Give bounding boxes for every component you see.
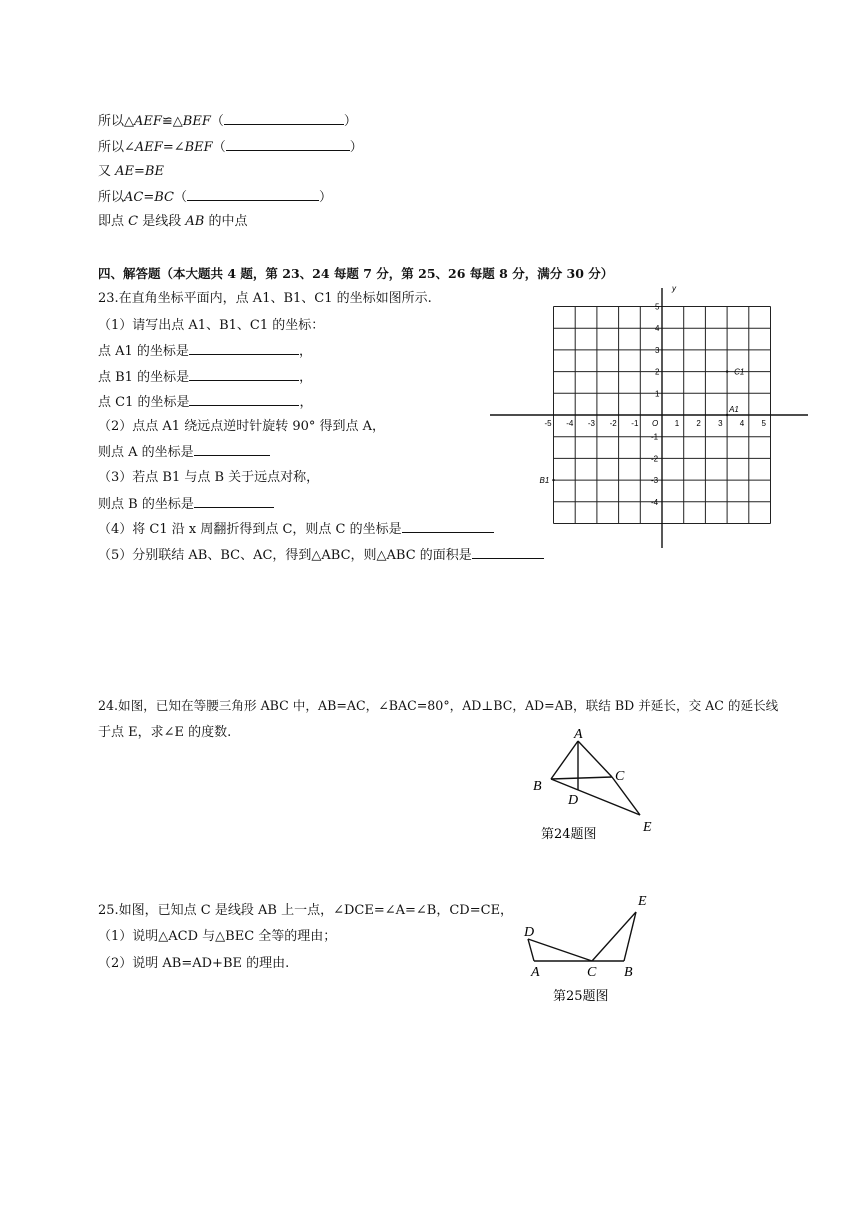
y-axis-label: y <box>672 284 676 293</box>
x-tick-label: 4 <box>739 419 745 428</box>
q24-caption: 第24题图 <box>541 827 597 842</box>
q23-part4: （4）将 C1 沿 x 周翻折得到点 C，则点 C 的坐标是 <box>98 520 494 539</box>
y-tick-label: 5 <box>655 302 660 312</box>
point-label-b1: B1 <box>539 476 550 486</box>
q24-label-d: D <box>568 793 579 808</box>
q25-caption: 第25题图 <box>553 989 609 1004</box>
proof-line-4: 所以AC=BC（ ） <box>98 190 333 205</box>
q24-label-a: A <box>574 727 583 742</box>
x-tick-label: -2 <box>609 419 617 428</box>
q23-intro: 23.在直角坐标平面内，点 A1、B1、C1 的坐标如图所示. <box>98 291 432 306</box>
point-label-a1: A1 <box>729 405 739 414</box>
x-tick-label: -5 <box>544 419 552 428</box>
q25-part2: （2）说明 AB=AD+BE 的理由. <box>98 956 290 971</box>
proof-line-3: 又 AE=BE <box>98 164 164 179</box>
x-tick-label: -3 <box>587 419 596 428</box>
y-tick-label: -1 <box>651 432 659 442</box>
q24-label-c: C <box>615 769 625 784</box>
y-tick-label: 3 <box>655 345 660 355</box>
q25-part1: （1）说明△ACD 与△BEC 全等的理由； <box>98 929 337 944</box>
q23-c1-line: 点 C1 的坐标是 ， <box>98 395 313 410</box>
q25-text-line-1: 25.如图，已知点 C 是线段 AB 上一点，∠DCE=∠A=∠B，CD=CE， <box>98 903 514 918</box>
proof-line-1: 所以△AEF≌△BEF（ ） <box>98 114 357 129</box>
section-heading: 四、解答题（本大题共 4 题，第 23、24 每题 7 分，第 25、26 每题 8 分，满分 30 分） <box>98 266 614 281</box>
q23-part3: （3）若点 B1 与点 B 关于远点对称， <box>98 470 320 485</box>
proof-line-2: 所以∠AEF=∠BEF（ ） <box>98 140 363 155</box>
x-tick-label: -1 <box>631 419 639 428</box>
y-tick-label: 1 <box>655 389 660 399</box>
x-tick-label: 2 <box>696 419 701 428</box>
proof-line-5: 即点 C 是线段 AB 的中点 <box>98 214 248 229</box>
x-tick-label: 3 <box>718 419 723 428</box>
q24-text-line-2: 于点 E，求∠E 的度数. <box>98 725 232 740</box>
q25-label-c: C <box>587 965 597 980</box>
x-tick-label: 1 <box>674 419 680 428</box>
q23-part3b: 则点 B 的坐标是 <box>98 495 274 514</box>
q24-text-line-1: 24.如图，已知在等腰三角形 ABC 中，AB=AC，∠BAC=80°，AD⊥BC，AD=AB，联结 BD 并延长，交 AC 的延长线 <box>98 698 779 713</box>
q23-b1-line: 点 B1 的坐标是 ， <box>98 370 313 385</box>
q23-a1-line: 点 A1 的坐标是 ， <box>98 344 312 359</box>
q23-part2b: 则点 A 的坐标是 <box>98 443 270 462</box>
q25-label-e: E <box>638 894 647 909</box>
q23-part1: （1）请写出点 A1、B1、C1 的坐标： <box>98 318 325 333</box>
q23-part5: （5）分别联结 AB、BC、AC，得到△ABC，则△ABC 的面积是 <box>98 546 544 565</box>
x-tick-label: 5 <box>761 419 766 428</box>
q25-label-a: A <box>531 965 540 980</box>
q24-label-e: E <box>643 820 652 835</box>
point-label-c1: C1 <box>734 367 745 377</box>
q25-label-d: D <box>524 925 535 940</box>
x-tick-label: O <box>652 419 659 428</box>
x-tick-label: -4 <box>566 419 574 428</box>
y-tick-label: -3 <box>651 476 659 486</box>
q25-label-b: B <box>624 965 633 980</box>
q23-part2: （2）点点 A1 绕远点逆时针旋转 90° 得到点 A， <box>98 419 386 434</box>
y-tick-label: -2 <box>651 454 659 464</box>
y-tick-label: 4 <box>655 324 660 334</box>
q24-label-b: B <box>533 779 542 794</box>
y-tick-label: 2 <box>655 367 660 377</box>
y-tick-label: -4 <box>651 497 659 507</box>
